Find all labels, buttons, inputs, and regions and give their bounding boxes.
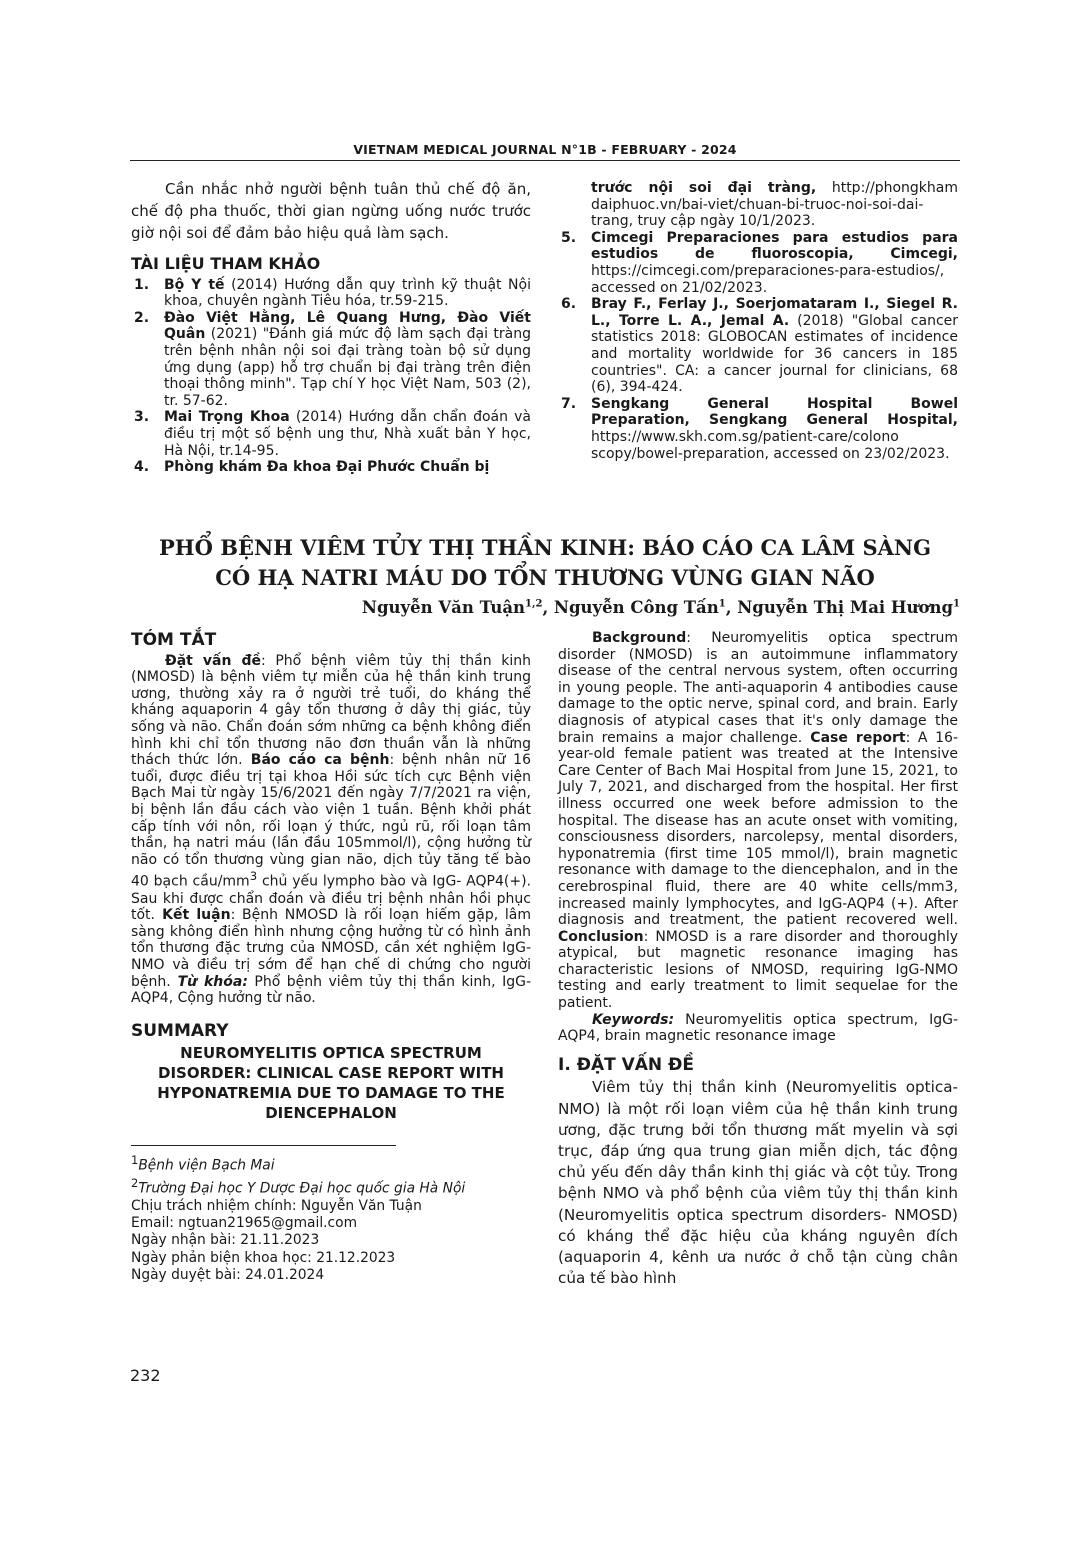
author-name: , Nguyễn Công Tấn [542,598,719,617]
journal-header: VIETNAM MEDICAL JOURNAL N°1B - FEBRUARY - 2024 [353,142,737,157]
footnote-affiliation-2 [131,1175,531,1198]
author-list [362,598,960,617]
reference-number: 3. [134,409,150,426]
bottom-left-column [131,632,531,1284]
author-name: , Nguyễn Thị Mai Hương [725,598,954,617]
reference-detail: https://cimcegi.com/preparaciones-para-estudios/, accessed on 21/02/2023. [591,262,945,296]
reference-authors: Bray F., Ferlay J., Soerjomataram I., Siegel R. L., Torre L. A., Jemal A. [591,296,958,329]
reference-list-right [558,180,958,462]
top-right-column [558,180,958,462]
footnote-text: Bệnh viện Bạch Mai [138,1157,275,1174]
abstract-label: Case report [802,729,906,746]
page-number: 232 [130,1366,161,1385]
footnote-corresponding: Chịu trách nhiệm chính: Nguyễn Văn Tuận [131,1197,422,1214]
reference-authors: Mai Trọng Khoa [164,409,290,426]
reference-detail: (2021) "Đánh giá mức độ làm sạch đại tràng trên bệnh nhân nội soi đại tràng toàn bộ sử dụng ứng dụng (app) hỗ trợ chuẩn bị đại tràng trên điện thoại thông minh". Tạp chí Y học Việt Nam, 503 (2), tr. 57-62. [164,326,531,409]
reference-item [558,296,958,396]
abstract-english [558,630,958,1012]
author-name: Nguyễn Văn Tuận [361,598,526,617]
article-title [130,533,960,593]
footnote-marker: 2 [131,1176,139,1191]
abstract-text: : A 16-year-old female patient was treated at the Intensive Care Center of Bach Mai Hospital from June 15, 2021, to July 7, 2021, and discharged from the hospital. Her first illness occurred one week before admission to the hospital. The disease has an acute onset with vomiting, consciousness disorders, narcolepsy, mental disorders, hyponatremia (first time 105 mmol/l), brain magnetic resonance with damage to the diencephalon, and in the cerebrospinal fluid, there are 40 white cells/mm3, increased mainly lymphocytes, and IgG-AQP4 (+). After diagnosis and treatment, the patient recovered well. [558,729,958,929]
title-line-1: PHỔ BỆNH VIÊM TỦY THỊ THẦN KINH: BÁO CÁO CA LÂM SÀNG [158,535,932,560]
reference-number: 1. [134,276,150,293]
reference-authors: Bộ Y tế [164,276,225,293]
title-line-2: CÓ HẠ NATRI MÁU DO TỔN THƯƠNG VÙNG GIAN NÃO [215,565,875,590]
footnote-email: Email: ngtuan21965@gmail.com [131,1215,358,1232]
abstract-label: Conclusion [558,928,644,945]
reference-item [131,409,531,459]
keywords-text: Phổ bệnh viêm tủy thị thần kinh, IgG-AQP4, Cộng hưởng từ não. [131,973,531,1007]
footnote-received: Ngày nhận bài: 21.11.2023 [131,1232,320,1249]
reference-number: 4. [134,459,150,476]
abstract-heading: TÓM TẮT [131,630,217,650]
footnote-text: Trường Đại học Y Dược Đại học quốc gia Hà Nội [138,1180,466,1197]
keywords-text: Neuromyelitis optica spectrum, IgG-AQP4, brain magnetic resonance image [558,1011,958,1045]
abstract-label: Báo cáo ca bệnh [242,752,390,769]
abstract-vietnamese [131,653,531,1007]
author-affiliation: 1,2 [525,598,543,610]
section-title: I. ĐẶT VẤN ĐỀ [558,1054,694,1075]
footnote-reviewed: Ngày phản biện khoa học: 21.12.2023 [131,1249,396,1266]
reference-item [131,277,531,310]
section-paragraph: Viêm tủy thị thần kinh (Neuromyelitis optica-NMO) là một rối loạn viêm của hệ thần kinh trung ương, đặc trưng bởi tổn thương mất myelin và sợi trục, đáp ứng qua trung gian miễn dịch, tác động chủ yếu đến dây thần kinh thị giác và cột tủy. Trong bệnh NMO và phổ bệnh của viêm tủy thị thần kinh (Neuromyelitis optica spectrum disorders- NMOSD) có kháng thể đặc hiệu của kháng nguyên đích (aquaporin 4, kênh ưa nước ở chỗ tận cùng chân của tế bào hình [558,1078,958,1288]
summary-heading: SUMMARY [131,1020,229,1041]
reference-item [558,230,958,296]
reference-authors: Đào Việt Hằng, Lê Quang Hưng, Đào Viết Quân [164,309,531,343]
intro-paragraph: Cần nhắc nhở người bệnh tuân thủ chế độ ăn, chế độ pha thuốc, thời gian ngừng uống nước trước giờ nội soi để đảm bảo hiệu quả làm sạch. [131,180,531,242]
footnote-rule [131,1145,396,1146]
reference-number: 6. [561,296,577,313]
abstract-text: : bệnh nhân nữ 16 tuổi, được điều trị tại khoa Hồi sức tích cực Bệnh viện Bạch Mai từ ngày 15/6/2021 đến ngày 7/7/2021 ra viện, bị bệnh lần đầu cách vào viện 1 tuần. Bệnh khởi phát cấp tính với nôn, rối loạn ý thức, ngủ rũ, rối loạn tâm thần, hạ natri máu (lần đầu 105mmol/l), cộng hưởng từ não có tổn thương vùng gian não, dịch tủy tăng tế bào 40 bạch cầu/mm [131,752,531,890]
keywords-label: Keywords: [592,1011,675,1028]
reference-detail: (2018) "Global cancer statistics 2018: GLOBOCAN estimates of incidence and mortality worldwide for 36 cancers in 185 countries". CA: a cancer journal for clinicians, 68 (6), 394-424. [591,312,959,396]
reference-item [558,396,958,462]
reference-item [558,180,958,230]
footnote-accepted: Ngày duyệt bài: 24.01.2024 [131,1266,325,1283]
reference-authors: Sengkang General Hospital Bowel Preparation, Sengkang General Hospital, [591,395,958,429]
reference-authors: Phòng khám Đa khoa Đại Phước Chuẩn bị [164,459,490,476]
header-rule [130,160,960,161]
superscript: 3 [249,869,258,884]
abstract-label: Kết luận [155,907,231,924]
reference-detail: (2014) Hướng dẫn chẩn đoán và điều trị một số bệnh ung thư, Nhà xuất bản Y học, Hà Nội, tr.14-95. [164,409,531,459]
reference-detail: http://phongkham daiphuoc.vn/bai-viet/chuan-bi-truoc-noi-soi-dai-trang, truy cập ngày 10/1/2023. [591,180,958,230]
reference-number: 5. [561,229,577,246]
author-affiliation: 1 [718,598,726,610]
reference-detail: https://www.skh.com.sg/patient-care/colono scopy/bowel-preparation, accessed on 23/02/2023. [591,428,950,462]
top-left-column [131,178,531,476]
abstract-text: : Phổ bệnh viêm tủy thị thần kinh (NMOSD) là bệnh viêm tự miễn của hệ thần kinh trung ương, thường xảy ra ở người trẻ tuổi, do kháng thể kháng aquaporin 4 gây tổn thương ở dây thị giác, tủy sống và não. Chẩn đoán sớm những ca bệnh không điển hình khi chỉ tổn thương não đơn thuần vẫn là những thách thức lớn. [131,652,531,769]
reference-list-left [131,277,531,476]
reference-detail: (2014) Hướng dẫn quy trình kỹ thuật Nội khoa, chuyên ngành Tiêu hóa, tr.59-215. [164,276,531,310]
abstract-label: Background [592,630,687,646]
keywords-label: Từ khóa: [170,973,248,990]
bottom-right-column [558,630,958,1289]
abstract-text: : Neuromyelitis optica spectrum disorder (NMOSD) is an autoimmune inflammatory disease of the central nervous system, often occurring in young people. The anti-aquaporin 4 antibodies cause damage to the optic nerve, spinal cord, and brain. Early diagnosis of atypical cases that it's only damage the brain remains a major challenge. [558,630,958,746]
author-affiliation: 1 [953,598,960,610]
keywords-english [558,1012,958,1045]
reference-number: 7. [561,395,577,412]
reference-item [131,310,531,410]
reference-item [131,459,531,476]
reference-authors: trước nội soi đại tràng, [591,180,817,196]
footnote-affiliation-1 [131,1152,531,1175]
abstract-text: : Bệnh NMOSD là rối loạn hiếm gặp, lâm sàng không điển hình nhưng cộng hưởng từ có hình ảnh tổn thương đặc trưng của NMOSD, cần xét nghiệm IgG-NMO và điều trị sớm để hạn chế di chứng cho người bệnh. [131,907,532,990]
abstract-text: : NMOSD is a rare disorder and thoroughly atypical, but magnetic resonance imaging has characteristic lesions of NMOSD, requiring IgG-NMO testing and early treatment to limit sequelae for the patient. [558,928,958,1012]
abstract-label: Đặt vấn đề [165,652,261,669]
abstract-text: chủ yếu lympho bào và IgG- AQP4(+). Sau khi được chẩn đoán và điều trị bệnh nhân hồi phục tốt. [131,873,531,924]
reference-authors: Cimcegi Preparaciones para estudios para estudios de fluoroscopia, Cimcegi, [591,229,958,263]
footnote-marker: 1 [131,1153,139,1168]
references-title: TÀI LIỆU THAM KHẢO [131,254,321,273]
english-title: NEUROMYELITIS OPTICA SPECTRUM DISORDER: CLINICAL CASE REPORT WITH HYPONATREMIA DUE TO DAMAGE TO THE DIENCEPHALON [157,1044,505,1123]
reference-number: 2. [134,309,150,326]
